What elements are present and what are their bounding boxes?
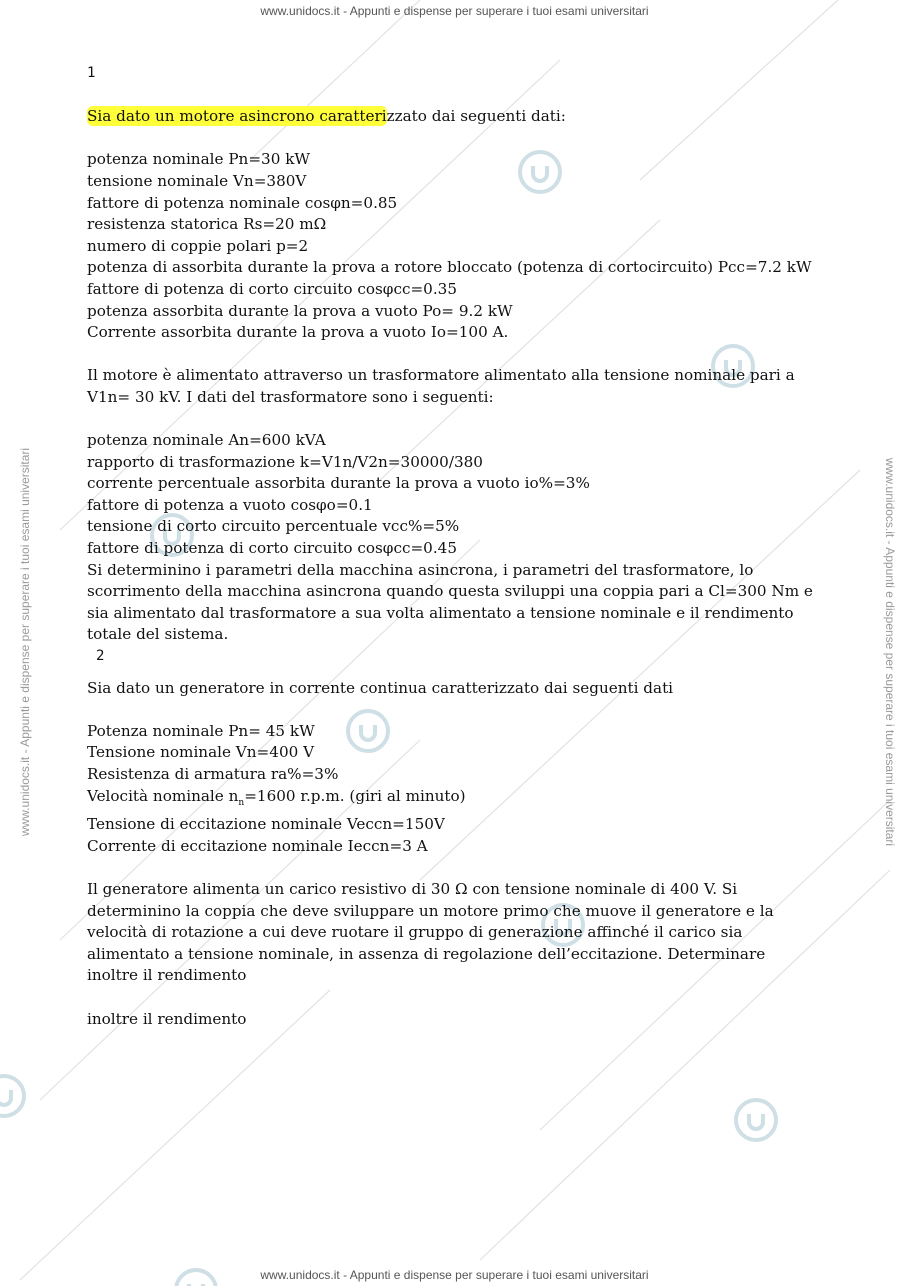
question-line: determinino la coppia che deve sviluppare un motore primo che muove il generatore e la [87, 901, 774, 920]
header-watermark: www.unidocs.it - Appunti e dispense per superare i tuoi esami universitari [260, 4, 649, 18]
transformer-intro-line: V1n= 30 kV. I dati del trasformatore sono i seguenti: [87, 387, 494, 406]
motor-data-line: fattore di potenza nominale cosφn=0.85 [87, 193, 398, 212]
problem-1-intro [87, 106, 827, 128]
problem-1-number: 1 [87, 65, 96, 81]
question-line: velocità di rotazione a cui deve ruotare il gruppo di generazione affinché il carico sia [87, 923, 743, 942]
speed-prefix: Velocità nominale n [87, 786, 239, 805]
transformer-data-line: fattore di potenza a vuoto cosφo=0.1 [87, 495, 373, 514]
problem-2-intro: Sia dato un generatore in corrente continua caratterizzato dai seguenti dati [87, 678, 674, 697]
unidocs-logo-icon [736, 1100, 776, 1140]
speed-subscript: n [238, 797, 245, 808]
question-line: sia alimentato dal trasformatore a sua volta alimentato a tensione nominale e il rendimento [87, 603, 794, 622]
motor-data-line: resistenza statorica Rs=20 mΩ [87, 215, 327, 234]
highlighted-text: Sia dato un motore asincrono caratteri [87, 107, 387, 126]
question-line: alimentato a tensione nominale, in assenza di regolazione dell’eccitazione. Determinare [87, 944, 766, 963]
transformer-data-line: tensione di corto circuito percentuale vcc%=5% [87, 517, 460, 536]
generator-exc-current: Corrente di eccitazione nominale Ieccn=3 A [87, 836, 428, 855]
question-line: Il generatore alimenta un carico resistivo di 30 Ω con tensione nominale di 400 V. Si [87, 880, 738, 898]
question-line: Si determinino i parametri della macchina asincrona, i parametri del trasformatore, lo [87, 560, 754, 579]
problem-2-number: 2 [96, 648, 105, 665]
side-watermark-right: www.unidocs.it - Appunti e dispense per superare i tuoi esami universitari [883, 457, 897, 847]
side-watermark-left: www.unidocs.it - Appunti e dispense per superare i tuoi esami universitari [18, 447, 32, 837]
speed-suffix: =1600 r.p.m. (giri al minuto) [244, 786, 466, 805]
unidocs-logo-icon [0, 1076, 24, 1116]
question-line: inoltre il rendimento [87, 966, 247, 985]
motor-data-line: fattore di potenza di corto circuito cosφcc=0.35 [87, 279, 457, 298]
repeat-line: inoltre il rendimento [87, 1009, 247, 1028]
motor-data-line: tensione nominale Vn=380V [87, 171, 307, 190]
generator-resistance: Resistenza di armatura ra%=3% [87, 765, 339, 783]
transformer-intro-line: Il motore è alimentato attraverso un trasformatore alimentato alla tensione nominale pari a [87, 366, 795, 385]
document-body [87, 63, 827, 1030]
transformer-data-line: rapporto di trasformazione k=V1n/V2n=30000/380 [87, 452, 483, 471]
generator-voltage: Tensione nominale Vn=400 V [87, 743, 315, 762]
motor-data-line: potenza assorbita durante la prova a vuoto Po= 9.2 kW [87, 301, 513, 320]
question-line: totale del sistema. [87, 625, 229, 644]
transformer-data-line: potenza nominale An=600 kVA [87, 431, 326, 450]
generator-speed [87, 786, 827, 815]
generator-power: Potenza nominale Pn= 45 kW [87, 721, 315, 740]
generator-exc-voltage: Tensione di eccitazione nominale Veccn=150V [87, 815, 445, 834]
motor-data-line: numero di coppie polari p=2 [87, 236, 309, 255]
transformer-data-line: fattore di potenza di corto circuito cosφcc=0.45 [87, 539, 457, 558]
motor-data-line: potenza nominale Pn=30 kW [87, 150, 311, 169]
motor-data-line: Corrente assorbita durante la prova a vuoto Io=100 A. [87, 323, 509, 342]
transformer-data-line: corrente percentuale assorbita durante la prova a vuoto io%=3% [87, 474, 590, 493]
intro-rest: zzato dai seguenti dati: [386, 107, 566, 126]
motor-data-line: potenza di assorbita durante la prova a rotore bloccato (potenza di cortocircuito) Pcc=7.2 kW [87, 258, 812, 277]
footer-watermark: www.unidocs.it - Appunti e dispense per superare i tuoi esami universitari [260, 1268, 649, 1282]
question-line: scorrimento della macchina asincrona quando questa sviluppi una coppia pari a Cl=300 Nm e [87, 582, 813, 601]
